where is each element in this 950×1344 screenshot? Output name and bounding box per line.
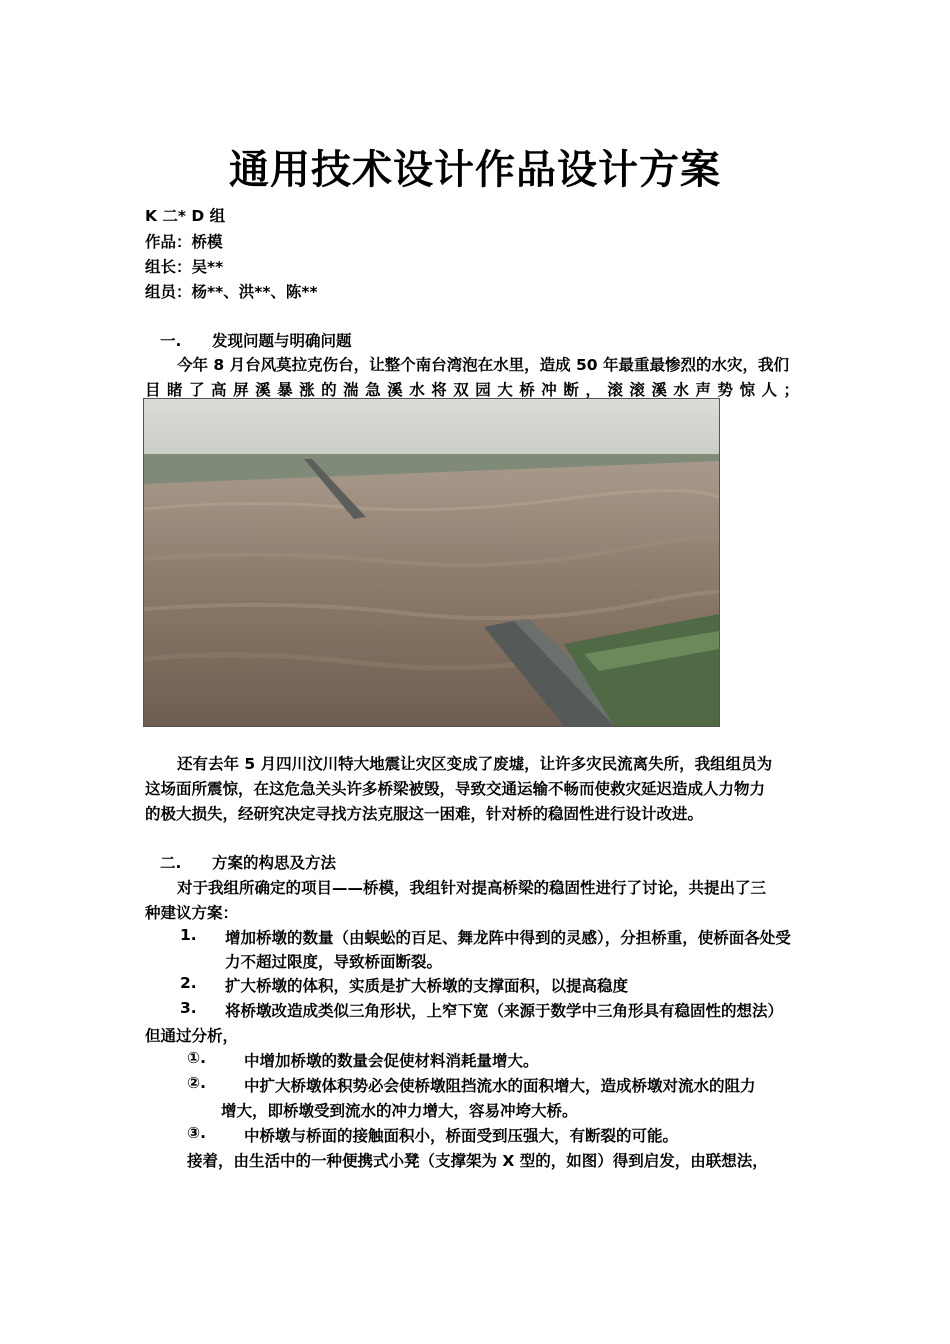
sub2-number: ②. (187, 1074, 207, 1092)
flood-bridge-photo (143, 398, 720, 727)
section1-heading: 发现问题与明确问题 (212, 332, 352, 350)
document-title: 通用技术设计作品设计方案 (229, 147, 721, 193)
sub1-number: ①. (187, 1049, 207, 1067)
section1-paragraph2-line3: 的极大损失，经研究决定寻找方法克服这一困难，针对桥的稳固性进行设计改进。 (145, 805, 704, 823)
members-line: 组员：杨**、洪**、陈** (145, 283, 318, 301)
item2-number: 2. (180, 974, 197, 992)
section1-paragraph1-line1: 今年 8 月台风莫拉克伤台，让整个南台湾泡在水里，造成 50 年最重最惨烈的水灾，我们 (177, 356, 789, 374)
section2-final-line: 接着，由生活中的一种便携式小凳（支撑架为 X 型的，如图）得到启发，由联想法， (187, 1152, 768, 1170)
item3-line2: 但通过分析， (145, 1027, 239, 1045)
section1-number: 一. (160, 332, 182, 350)
work-line: 作品：桥模 (145, 233, 223, 251)
item1-line2: 力不超过限度，导致桥面断裂。 (225, 953, 443, 971)
section2-paragraph1-line2: 种建议方案： (145, 904, 239, 922)
section2-number: 二. (160, 854, 182, 872)
sub3-line1: 中桥墩与桥面的接触面积小，桥面受到压强大，有断裂的可能。 (244, 1127, 679, 1145)
section1-paragraph1-line2: 目睹了高屏溪暴涨的湍急溪水将双园大桥冲断，滚滚溪水声势惊人； (145, 381, 799, 399)
sub1-line1: 中增加桥墩的数量会促使材料消耗量增大。 (244, 1052, 539, 1070)
item2-line1: 扩大桥墩的体积，实质是扩大桥墩的支撑面积，以提高稳度 (225, 977, 629, 995)
leader-line: 组长：吴** (145, 258, 224, 276)
section2-paragraph1-line1: 对于我组所确定的项目——桥模，我组针对提高桥梁的稳固性进行了讨论，共提出了三 (177, 879, 767, 897)
sub2-line1: 中扩大桥墩体积势必会使桥墩阻挡流水的面积增大，造成桥墩对流水的阻力 (244, 1077, 756, 1095)
sub3-number: ③. (187, 1124, 207, 1142)
item3-number: 3. (180, 999, 197, 1017)
sub2-line2: 增大，即桥墩受到流水的冲力增大，容易冲垮大桥。 (221, 1102, 578, 1120)
section1-paragraph2-line1: 还有去年 5 月四川汶川特大地震让灾区变成了废墟，让许多灾民流离失所，我组组员为 (177, 755, 773, 773)
group-line: K 二* D 组 (145, 207, 226, 225)
flood-photo-illustration (144, 399, 719, 726)
item1-line1: 增加桥墩的数量（由蜈蚣的百足、舞龙阵中得到的灵感），分担桥重，使桥面各处受 (225, 929, 791, 947)
section1-paragraph2-line2: 这场面所震惊，在这危急关头许多桥梁被毁，导致交通运输不畅而使救灾延迟造成人力物力 (145, 780, 766, 798)
item3-line1: 将桥墩改造成类似三角形状，上窄下宽（来源于数学中三角形具有稳固性的想法） (225, 1002, 784, 1020)
section2-heading: 方案的构思及方法 (212, 854, 337, 872)
item1-number: 1. (180, 926, 197, 944)
